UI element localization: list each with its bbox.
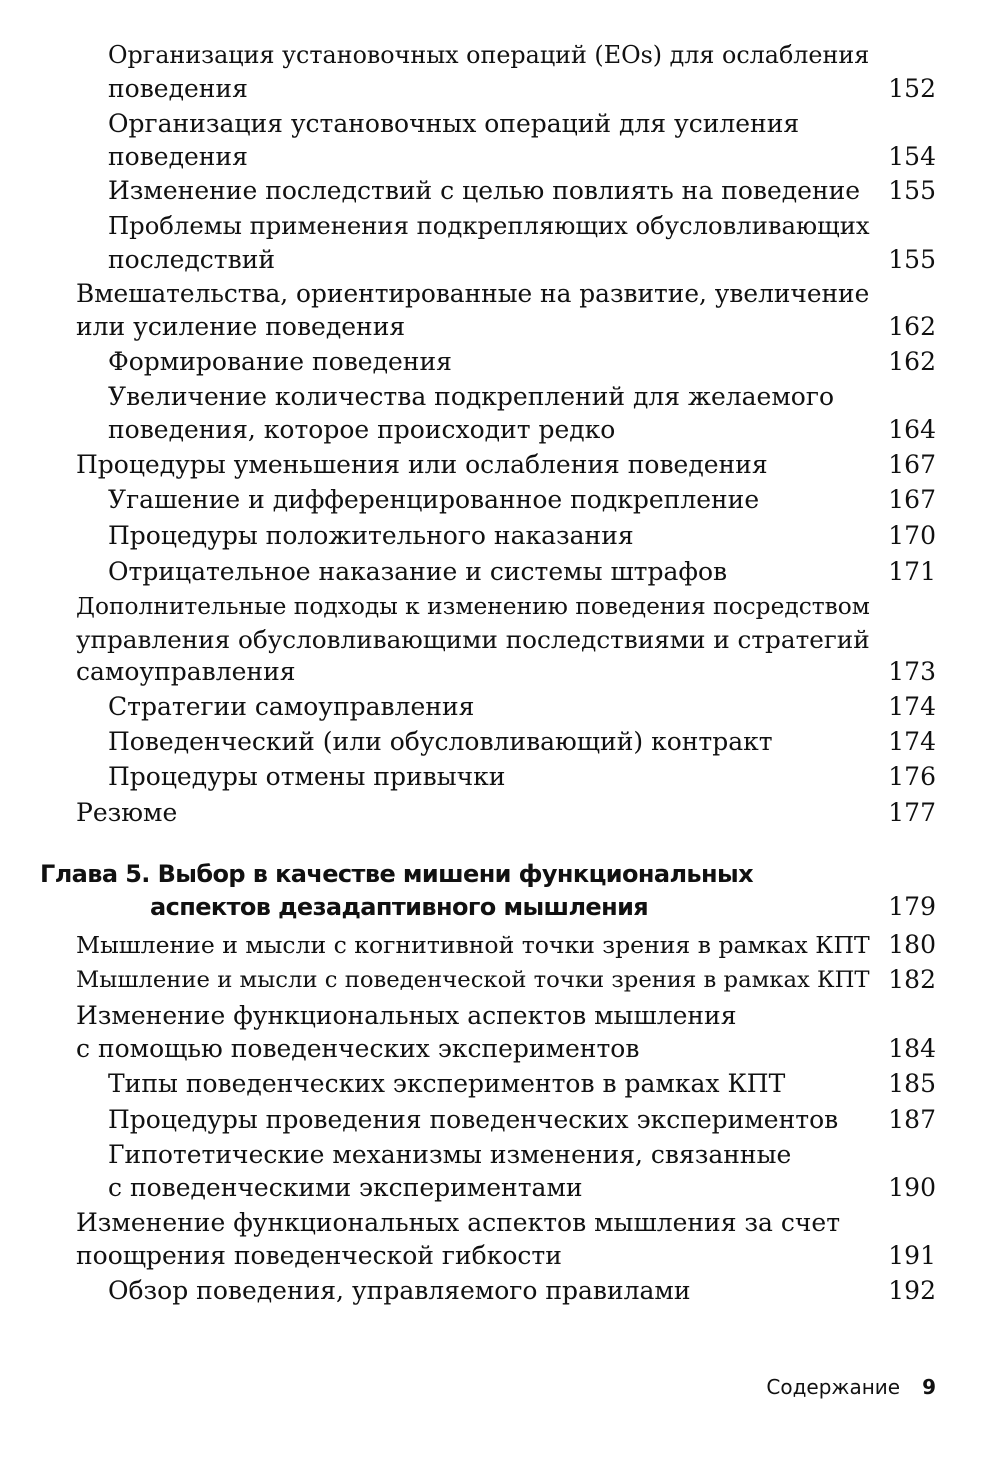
toc-entry-text: Процедуры уменьшения или ослабления поведения <box>76 450 768 479</box>
toc-page-number: 173 <box>888 657 936 686</box>
toc-entry-text: поощрения поведенческой гибкости <box>76 1241 562 1270</box>
toc-entry-text: Изменение функциональных аспектов мышления за счет <box>76 1208 841 1237</box>
toc-entry-text: Поведенческий (или обусловливающий) контракт <box>108 727 773 756</box>
toc-page-number: 187 <box>888 1105 936 1134</box>
toc-page-number: 164 <box>888 415 936 444</box>
toc-entry-text: Формирование поведения <box>108 347 452 376</box>
toc-entry-text: Угашение и дифференцированное подкрепление <box>108 485 760 514</box>
toc-page-number: 152 <box>888 74 936 103</box>
toc-entry-text: поведения <box>108 142 248 171</box>
toc-page-number: 185 <box>888 1069 936 1098</box>
toc-entry-text: или усиление поведения <box>76 312 406 341</box>
toc-page-number: 171 <box>888 557 936 586</box>
toc-entry-text: поведения, которое происходит редко <box>108 415 616 444</box>
toc-entry-text: Гипотетические механизмы изменения, связанные <box>108 1140 792 1169</box>
page-footer <box>766 1373 936 1401</box>
page-number: 9 <box>922 1375 936 1399</box>
toc-entry-text: Резюме <box>76 798 178 827</box>
toc-page-number: 174 <box>888 727 936 756</box>
chapter-title-line: Глава 5. Выбор в качестве мишени функциональных <box>40 860 753 888</box>
toc-entry-text: Обзор поведения, управляемого правилами <box>108 1276 691 1305</box>
running-footer-label: Содержание <box>766 1375 901 1399</box>
toc-page-number: 179 <box>888 892 936 921</box>
toc-page-number: 155 <box>888 176 936 205</box>
toc-entry-text: Процедуры проведения поведенческих экспериментов <box>108 1105 839 1134</box>
toc-page-number: 176 <box>888 762 936 791</box>
toc-page-number: 162 <box>888 312 936 341</box>
toc-entry-text: самоуправления <box>76 657 296 686</box>
toc-entry-text: последствий <box>108 245 276 274</box>
toc-page-number: 174 <box>888 692 936 721</box>
toc-page-number: 167 <box>888 485 936 514</box>
toc-page-number: 190 <box>888 1173 936 1202</box>
toc-entry-text: с поведенческими экспериментами <box>108 1173 583 1202</box>
toc-page-number: 155 <box>888 245 936 274</box>
toc-entry-text: Процедуры положительного наказания <box>108 521 634 550</box>
toc-entry-text: поведения <box>108 74 248 103</box>
toc-entry-text: с помощью поведенческих экспериментов <box>76 1034 640 1063</box>
toc-entry-text: Проблемы применения подкрепляющих обусловливающих <box>108 211 870 240</box>
toc-entry-text: Дополнительные подходы к изменению поведения посредством <box>76 593 870 620</box>
toc-page-number: 191 <box>888 1241 936 1270</box>
toc-entry-text: Вмешательства, ориентированные на развитие, увеличение <box>76 279 870 308</box>
toc-entry-text: Мышление и мысли с поведенческой точки зрения в рамках КПТ <box>76 967 870 993</box>
toc-page-number: 154 <box>888 142 936 171</box>
toc-entry-text: Стратегии самоуправления <box>108 692 475 721</box>
toc-page-number: 192 <box>888 1276 936 1305</box>
toc-page-number: 170 <box>888 521 936 550</box>
toc-page-number: 182 <box>888 965 936 994</box>
toc-entry-text: Организация установочных операций (EOs) для ослабления <box>108 41 870 69</box>
toc-entry-text: Мышление и мысли с когнитивной точки зрения в рамках КПТ <box>76 931 870 959</box>
toc-page-number: 167 <box>888 450 936 479</box>
chapter-title-line: аспектов дезадаптивного мышления <box>150 893 649 921</box>
toc-entry-text: Изменение функциональных аспектов мышления <box>76 1001 737 1030</box>
toc-entry-text: управления обусловливающими последствиями и стратегий <box>76 625 870 654</box>
toc-entry-text: Изменение последствий с целью повлиять на поведение <box>108 176 861 205</box>
toc-entry-text: Отрицательное наказание и системы штрафов <box>108 557 728 586</box>
toc-entry-text: Процедуры отмены привычки <box>108 762 506 791</box>
toc-entry-text: Организация установочных операций для усиления <box>108 109 800 138</box>
toc-page-number: 177 <box>888 798 936 827</box>
toc-page-number: 184 <box>888 1034 936 1063</box>
toc-page-number: 162 <box>888 347 936 376</box>
toc-entry-text: Типы поведенческих экспериментов в рамках КПТ <box>108 1069 786 1098</box>
toc-page-number: 180 <box>888 930 936 959</box>
toc-entry-text: Увеличение количества подкреплений для желаемого <box>108 382 834 411</box>
